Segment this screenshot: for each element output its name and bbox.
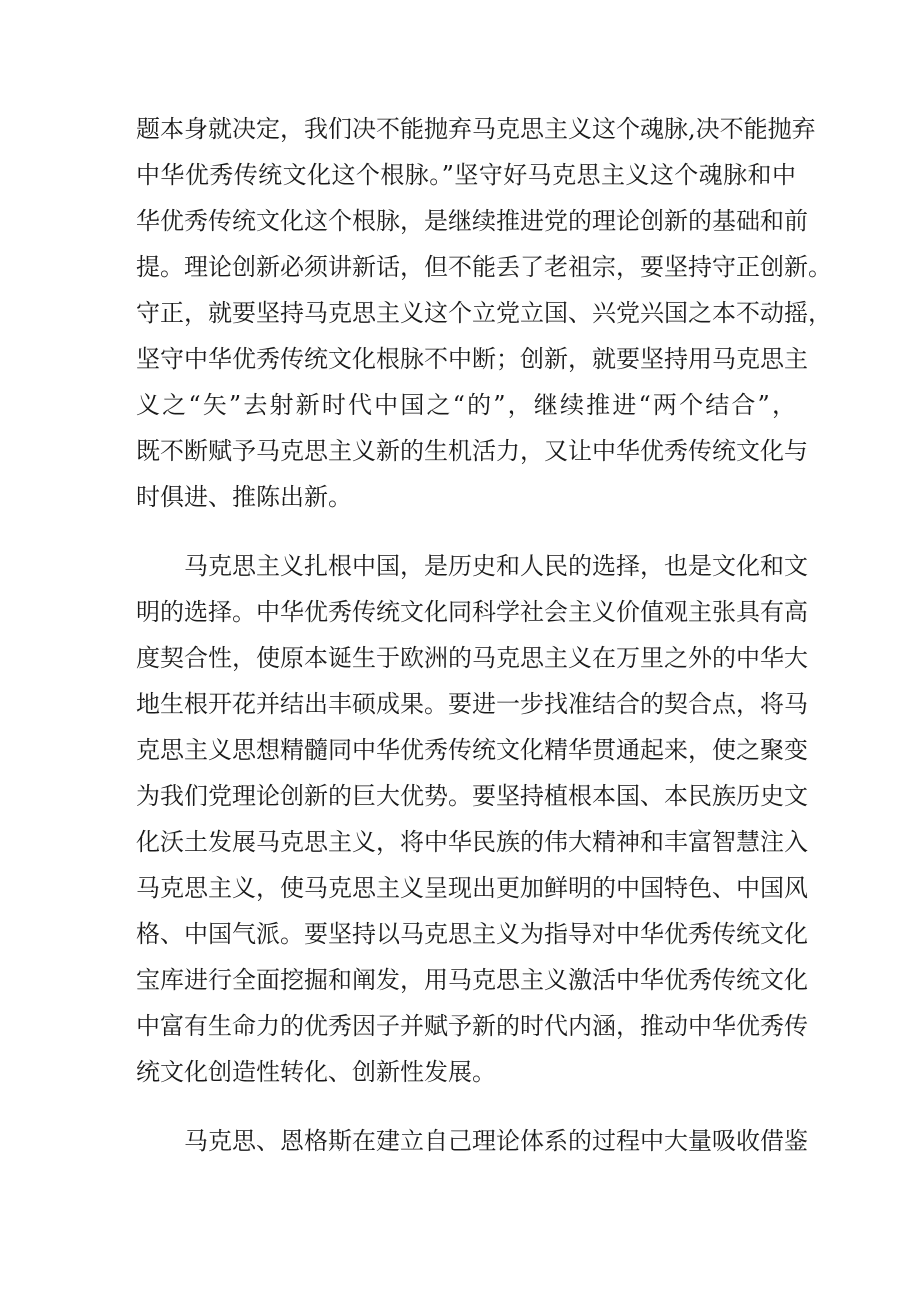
text-line: 时俱进、推陈出新。 <box>136 483 352 511</box>
text-line: 马克思主义，使马克思主义呈现出更加鲜明的中国特色、中国风 <box>136 874 808 902</box>
text-line: 中富有生命力的优秀因子并赋予新的时代内涵，推动中华优秀传 <box>136 1012 808 1040</box>
text-line: 马克思、恩格斯在建立自己理论体系的过程中大量吸收借鉴 <box>184 1127 808 1155</box>
text-line: 守正，就要坚持马克思主义这个立党立国、兴党兴国之本不动摇， <box>136 299 832 327</box>
text-line: 坚守中华优秀传统文化根脉不中断；创新，就要坚持用马克思主 <box>136 345 808 373</box>
text-line: 统文化创造性转化、创新性发展。 <box>136 1058 496 1086</box>
text-line: 题本身就决定，我们决不能抛弃马克思主义这个魂脉,决不能抛弃 <box>136 115 816 143</box>
text-line: 中华优秀传统文化这个根脉。”坚守好马克思主义这个魂脉和中 <box>136 161 796 189</box>
text-line: 化沃土发展马克思主义，将中华民族的伟大精神和丰富智慧注入 <box>136 828 808 856</box>
text-line: 为我们党理论创新的巨大优势。要坚持植根本国、本民族历史文 <box>136 782 808 810</box>
text-line: 义之“矢”去射新时代中国之“的”，继续推进“两个结合”， <box>136 391 796 419</box>
text-line: 马克思主义扎根中国，是历史和人民的选择，也是文化和文 <box>184 552 808 580</box>
text-line: 明的选择。中华优秀传统文化同科学社会主义价值观主张具有高 <box>136 598 808 626</box>
text-line: 提。理论创新必须讲新话，但不能丢了老祖宗，要坚持守正创新。 <box>136 253 832 281</box>
text-line: 华优秀传统文化这个根脉，是继续推进党的理论创新的基础和前 <box>136 207 808 235</box>
text-line: 克思主义思想精髓同中华优秀传统文化精华贯通起来，使之聚变 <box>136 736 808 764</box>
text-line: 既不断赋予马克思主义新的生机活力，又让中华优秀传统文化与 <box>136 437 808 465</box>
text-line: 度契合性，使原本诞生于欧洲的马克思主义在万里之外的中华大 <box>136 644 808 672</box>
text-line: 地生根开花并结出丰硕成果。要进一步找准结合的契合点，将马 <box>136 690 808 718</box>
text-line: 宝库进行全面挖掘和阐发，用马克思主义激活中华优秀传统文化 <box>136 966 808 994</box>
text-line: 格、中国气派。要坚持以马克思主义为指导对中华优秀传统文化 <box>136 920 808 948</box>
